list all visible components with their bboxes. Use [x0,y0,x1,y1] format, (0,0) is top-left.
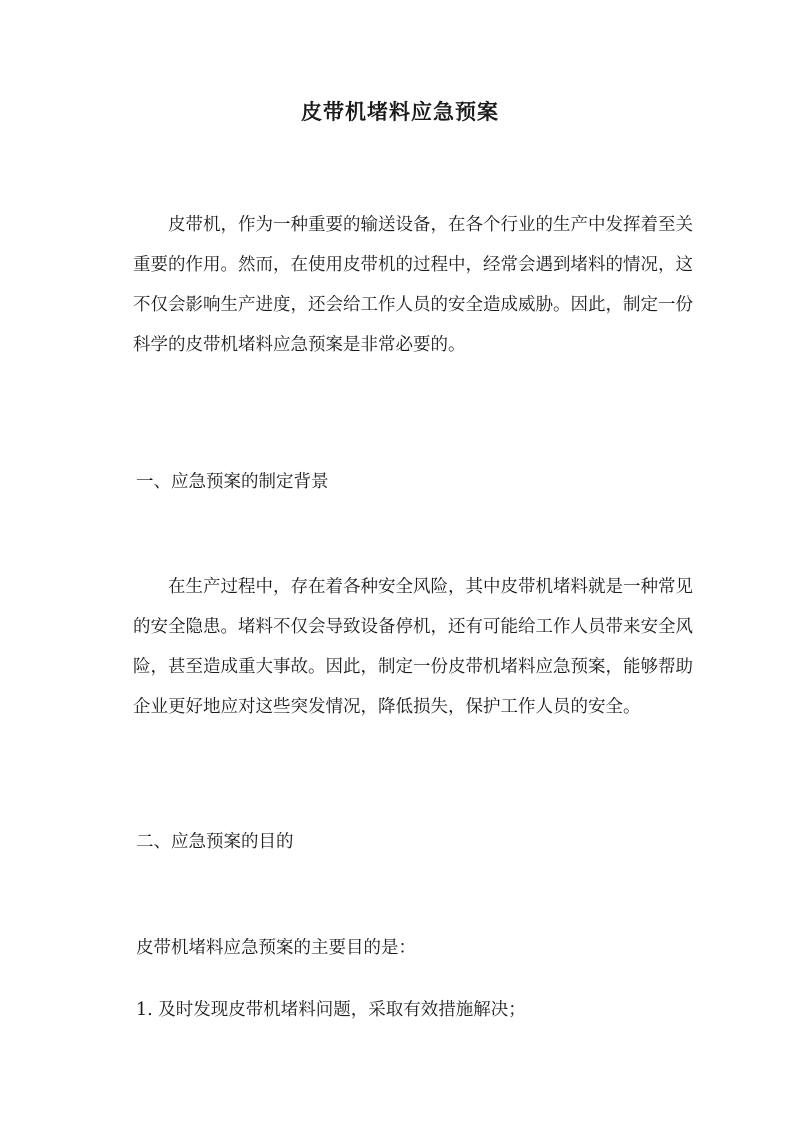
section2-item-1: 1. 及时发现皮带机堵料问题，采取有效措施解决； [136,1000,526,1020]
intro-paragraph: 皮带机，作为一种重要的输送设备，在各个行业的生产中发挥着至关重要的作用。然而，在使用皮带机的过程中，经常会遇到堵料的情况，这不仅会影响生产进度，还会给工作人员的安全造成威胁。因此，制定一份科学的皮带机堵料应急预案是非常必要的。 [133,215,693,355]
section2-lead: 皮带机堵料应急预案的主要目的是： [136,938,416,958]
document-title: 皮带机堵料应急预案 [301,99,499,124]
section1-heading: 一、应急预案的制定背景 [136,472,329,492]
section2-heading: 二、应急预案的目的 [136,832,294,852]
section1-paragraph: 在生产过程中，存在着各种安全风险，其中皮带机堵料就是一种常见的安全隐患。堵料不仅会导致设备停机，还有可能给工作人员带来安全风险，甚至造成重大事故。因此，制定一份皮带机堵料应急预案，能够帮助企业更好地应对这些突发情况，降低损失，保护工作人员的安全。 [133,577,693,717]
